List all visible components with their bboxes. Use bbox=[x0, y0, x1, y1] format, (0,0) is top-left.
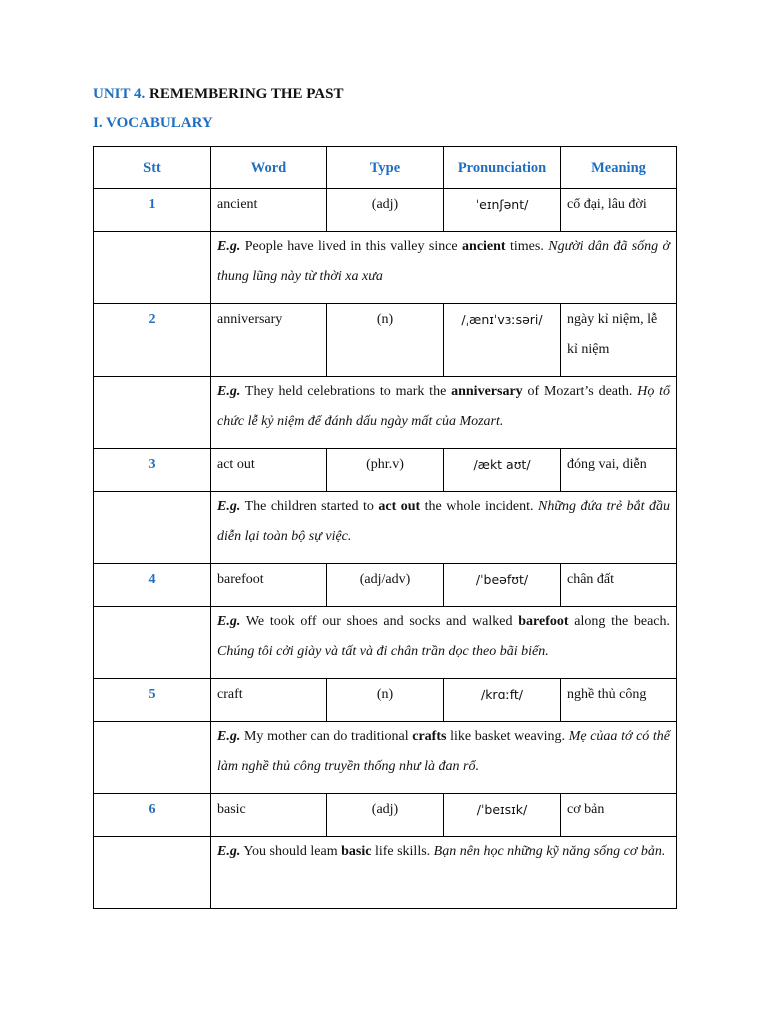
type-cell: (n) bbox=[327, 679, 444, 722]
example-keyword: ancient bbox=[462, 239, 506, 254]
example-text-end: times. bbox=[510, 239, 544, 254]
meaning-cell: nghề thủ công bbox=[561, 679, 677, 722]
row-number: 2 bbox=[94, 304, 211, 377]
table-row bbox=[94, 304, 677, 377]
table-row bbox=[94, 679, 677, 722]
example-translation: Họ tổ chức lễ kỷ niệm để đánh dấu ngày mất của Mozart. bbox=[217, 384, 671, 429]
example-cell bbox=[211, 722, 677, 794]
pronunciation-cell: /ˈbeɪsɪk/ bbox=[444, 794, 561, 837]
empty-cell bbox=[94, 377, 211, 449]
word-cell: basic bbox=[211, 794, 327, 837]
vocabulary-table bbox=[93, 146, 677, 909]
example-label: E.g. bbox=[217, 384, 241, 399]
empty-cell bbox=[94, 837, 211, 909]
example-text: You should leam bbox=[243, 844, 338, 859]
row-number: 6 bbox=[94, 794, 211, 837]
header-stt: Stt bbox=[94, 147, 211, 189]
example-translation: Bạn nên học những kỹ năng sống cơ bản. bbox=[433, 844, 666, 859]
type-cell: (adj) bbox=[327, 794, 444, 837]
meaning-cell: chân đất bbox=[561, 564, 677, 607]
word-cell: anniversary bbox=[211, 304, 327, 377]
meaning-cell: cổ đại, lâu đời bbox=[561, 189, 677, 232]
section-title: I. VOCABULARY bbox=[93, 115, 213, 131]
row-number: 4 bbox=[94, 564, 211, 607]
unit-number: UNIT 4. bbox=[93, 86, 146, 102]
header-pronunciation: Pronunciation bbox=[444, 147, 561, 189]
example-translation: Những đứa trẻ bắt đầu diễn lại toàn bộ sự việc. bbox=[217, 499, 671, 544]
unit-title bbox=[93, 86, 343, 103]
example-text-end: the whole incident. bbox=[424, 499, 534, 514]
row-number: 5 bbox=[94, 679, 211, 722]
word-cell: act out bbox=[211, 449, 327, 492]
header-meaning: Meaning bbox=[561, 147, 677, 189]
word-cell: ancient bbox=[211, 189, 327, 232]
meaning-cell: cơ bản bbox=[561, 794, 677, 837]
unit-name: REMEMBERING THE PAST bbox=[149, 86, 344, 102]
example-keyword: act out bbox=[378, 499, 421, 514]
example-row bbox=[94, 722, 677, 794]
example-keyword: crafts bbox=[412, 729, 447, 744]
example-text: They held celebrations to mark the bbox=[244, 384, 447, 399]
example-cell bbox=[211, 232, 677, 304]
example-text: People have lived in this valley since bbox=[244, 239, 458, 254]
example-text: The children started to bbox=[244, 499, 374, 514]
empty-cell bbox=[94, 607, 211, 679]
pronunciation-cell: ˈeɪnʃənt/ bbox=[444, 189, 561, 232]
example-row bbox=[94, 492, 677, 564]
example-cell bbox=[211, 607, 677, 679]
example-text-end: of Mozart’s death. bbox=[527, 384, 633, 399]
table-row bbox=[94, 564, 677, 607]
pronunciation-cell: /ˈbeəfʊt/ bbox=[444, 564, 561, 607]
example-cell bbox=[211, 377, 677, 449]
example-label: E.g. bbox=[217, 239, 241, 254]
example-row bbox=[94, 837, 677, 909]
example-cell bbox=[211, 492, 677, 564]
type-cell: (adj/adv) bbox=[327, 564, 444, 607]
type-cell: (adj) bbox=[327, 189, 444, 232]
example-text-end: along the beach. bbox=[574, 614, 671, 629]
pronunciation-cell: /ækt aʊt/ bbox=[444, 449, 561, 492]
example-label: E.g. bbox=[217, 499, 241, 514]
table-row bbox=[94, 449, 677, 492]
example-text-end: life skills. bbox=[374, 844, 431, 859]
example-keyword: basic bbox=[341, 844, 372, 859]
example-text: My mother can do traditional bbox=[243, 729, 409, 744]
empty-cell bbox=[94, 722, 211, 794]
example-label: E.g. bbox=[217, 614, 241, 629]
table-row bbox=[94, 189, 677, 232]
example-translation: Mẹ củaa tớ có thể làm nghề thủ công truyền thống như là đan rổ. bbox=[217, 729, 671, 774]
pronunciation-cell: /krɑːft/ bbox=[444, 679, 561, 722]
empty-cell bbox=[94, 492, 211, 564]
example-label: E.g. bbox=[217, 729, 241, 744]
example-keyword: barefoot bbox=[518, 614, 569, 629]
example-text-end: like basket weaving. bbox=[450, 729, 566, 744]
header-type: Type bbox=[327, 147, 444, 189]
type-cell: (phr.v) bbox=[327, 449, 444, 492]
table-row bbox=[94, 794, 677, 837]
example-row bbox=[94, 232, 677, 304]
example-row bbox=[94, 607, 677, 679]
example-translation: Người dân đã sống ở thung lũng này từ thời xa xưa bbox=[217, 239, 671, 284]
word-cell: craft bbox=[211, 679, 327, 722]
row-number: 1 bbox=[94, 189, 211, 232]
example-translation: Chúng tôi cởi giày và tất và đi chân trần dọc theo bãi biển. bbox=[217, 644, 549, 659]
row-number: 3 bbox=[94, 449, 211, 492]
example-text: We took off our shoes and socks and walked bbox=[245, 614, 513, 629]
word-cell: barefoot bbox=[211, 564, 327, 607]
meaning-cell: đóng vai, diễn bbox=[561, 449, 677, 492]
example-label: E.g. bbox=[217, 844, 241, 859]
table-header-row bbox=[94, 147, 677, 189]
type-cell: (n) bbox=[327, 304, 444, 377]
example-cell bbox=[211, 837, 677, 909]
empty-cell bbox=[94, 232, 211, 304]
pronunciation-cell: /ˌænɪˈvɜːsəri/ bbox=[444, 304, 561, 377]
meaning-cell: ngày kỉ niệm, lễ kỉ niệm bbox=[561, 304, 677, 377]
example-row bbox=[94, 377, 677, 449]
header-word: Word bbox=[211, 147, 327, 189]
example-keyword: anniversary bbox=[451, 384, 523, 399]
